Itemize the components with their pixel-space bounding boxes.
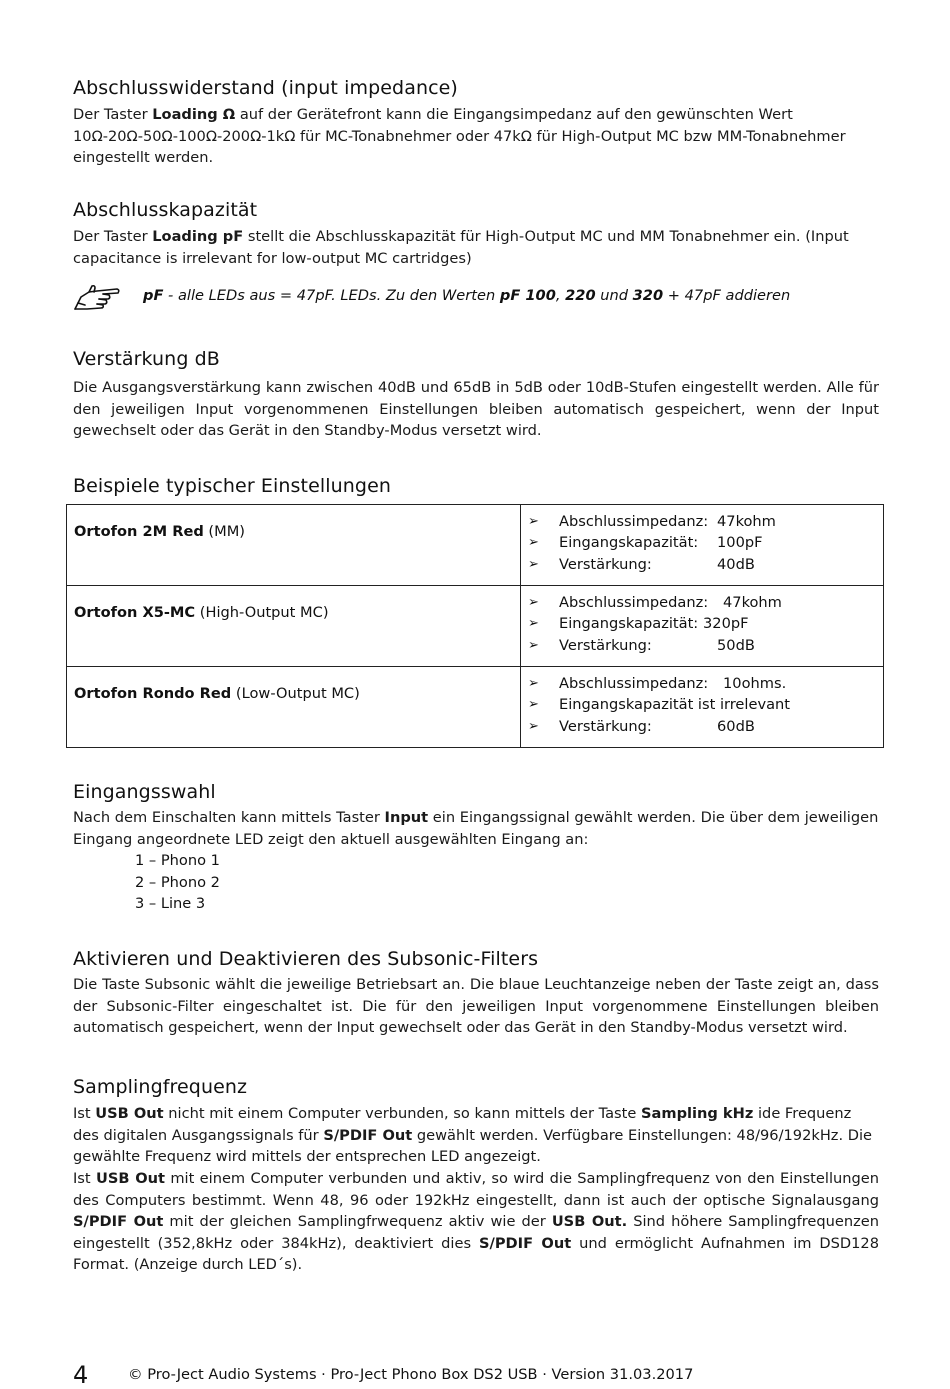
hint-bold: pF 100 [499, 287, 556, 304]
heading-input-select: Eingangsswahl [73, 781, 216, 803]
button-name: Input [384, 809, 429, 826]
text-run: nicht mit einem Computer verbunden, so kann mittels der Taste [163, 1105, 641, 1122]
cartridge-type: (MM) [203, 523, 246, 540]
text-run: und ermöglicht Aufnahmen im DSD128 Format. (Anzeige durch LED´s). [73, 1234, 880, 1273]
page-footer [73, 1361, 879, 1389]
text-run: ein Eingangssignal gewählt werden. Die über dem jeweiligen Eingang angeordnete LED zeigt den aktuell ausgewählten Eingang an: [73, 809, 879, 848]
list-item [559, 554, 883, 575]
hint-run: und [595, 287, 633, 304]
pointing-hand-icon [73, 282, 121, 312]
setting-key: Eingangskapazität: [559, 615, 699, 633]
text-run: Der Taster [73, 228, 153, 245]
setting-key: Abschlussimpedanz: [559, 594, 709, 611]
text-run: Der Taster [73, 106, 153, 123]
text-run: auf der Gerätefront kann die Eingangsimpedanz auf den gewünschten Wert 10Ω-20Ω-50Ω-100Ω-200Ω-1kΩ für MC-Tonabnehmer oder 47kΩ für High-Output MC bzw MM-Tonabnehmer eingestellt werden. [73, 106, 846, 166]
list-item [559, 716, 883, 737]
setting-value: 50dB [717, 636, 755, 654]
cartridge-type: (Low-Output MC) [231, 685, 360, 702]
heading-sampling: Samplingfrequenz [73, 1076, 248, 1098]
text-run: stellt die Abschlusskapazität für High-Output MC und MM Tonabnehmer ein. (Input capacitance is irrelevant for low-output MC cartridges) [73, 228, 849, 267]
setting-value: 10ohms. [723, 675, 787, 692]
button-name: Loading Ω [152, 106, 236, 123]
setting-value: 100pF [717, 534, 763, 552]
list-item: 1 – Phono 1 [135, 852, 220, 869]
setting-key: Eingangskapazität: [559, 534, 699, 552]
term: S/PDIF Out [73, 1213, 164, 1230]
list-item [559, 673, 883, 694]
term: Sampling kHz [641, 1105, 754, 1122]
paragraph-sampling-1 [73, 1103, 879, 1168]
settings-list [559, 511, 883, 575]
paragraph-capacitance [73, 226, 879, 269]
cartridge-cell [67, 586, 521, 667]
setting-value: 60dB [717, 717, 755, 735]
text-run: Sind höhere Samplingfrequenzen eingestellt (352,8kHz oder 384kHz), deaktiviert dies [73, 1213, 880, 1252]
setting-key: Verstärkung: [559, 636, 652, 654]
cartridge-name: Ortofon Rondo Red [74, 685, 232, 702]
term: S/PDIF Out [479, 1234, 572, 1252]
heading-capacitance: Abschlusskapazität [73, 199, 258, 221]
hint-bold: 320 [632, 287, 664, 304]
cartridge-name: Ortofon 2M Red [74, 523, 204, 540]
paragraph-sampling-2 [73, 1168, 879, 1276]
list-item [559, 592, 883, 613]
hint-bold: pF [143, 287, 164, 304]
heading-gain: Verstärkung dB [73, 348, 220, 370]
setting-value: 320pF [703, 615, 749, 633]
settings-cell [521, 667, 884, 748]
hint-note [73, 280, 879, 314]
settings-cell [521, 505, 884, 586]
text-run: mit der gleichen Samplingfrwequenz aktiv wie der [163, 1213, 552, 1230]
heading-examples: Beispiele typischer Einstellungen [73, 475, 391, 497]
list-item [559, 511, 883, 532]
table-row [67, 586, 884, 667]
text-run: gewählt werden. Verfügbare Einstellungen: 48/96/192kHz. Die gewählte Frequenz wird mittels der entsprechen LED angezeigt. [73, 1126, 872, 1165]
text-run: Ist [73, 1105, 96, 1122]
list-item [559, 635, 883, 656]
term: S/PDIF Out [323, 1126, 413, 1144]
setting-key: Verstärkung: [559, 555, 652, 573]
paragraph-subsonic: Die Taste Subsonic wählt die jeweilige Betriebsart an. Die blaue Leuchtanzeige neben der Taste zeigt an, dass der Subsonic-Filter eingeschaltet ist. Die für den jeweiligen Input vorgenommene Einstellungen bleiben automatisch gespeichert, wenn der Input gewechselt oder das Gerät in den Standby-Modus versetzt wird. [73, 976, 879, 1036]
settings-cell [521, 586, 884, 667]
heading-subsonic: Aktivieren und Deaktivieren des Subsonic-Filters [73, 948, 539, 970]
list-item [559, 613, 883, 634]
paragraph-gain: Die Ausgangsverstärkung kann zwischen 40dB und 65dB in 5dB oder 10dB-Stufen eingestellt werden. Alle für den jeweiligen Input vorgenommenen Einstellungen bleiben automatisch gespeichert, wenn der Input gewechselt oder das Gerät in den Standby-Modus versetzt wird. [73, 379, 879, 439]
paragraph-input-select [73, 807, 879, 850]
setting-key: Eingangskapazität ist irrelevant [559, 696, 790, 714]
setting-key: Abschlussimpedanz: [559, 675, 709, 692]
hint-run: - alle LEDs aus = 47pF. LEDs. Zu den Werten [163, 287, 500, 304]
hint-text [143, 286, 790, 306]
list-item: 3 – Line 3 [135, 895, 206, 912]
list-item [559, 532, 883, 553]
button-name: Loading pF [152, 228, 244, 245]
setting-value: 47kohm [723, 594, 782, 611]
cartridge-cell [67, 505, 521, 586]
cartridge-type: (High-Output MC) [195, 604, 329, 621]
cartridge-name: Ortofon X5-MC [74, 604, 196, 621]
settings-list [559, 673, 883, 737]
setting-value: 40dB [717, 555, 755, 573]
copyright-line: © Pro-Ject Audio Systems · Pro-Ject Phono Box DS2 USB · Version 31.03.2017 [128, 1366, 694, 1383]
text-run: Nach dem Einschalten kann mittels Taster [73, 809, 385, 826]
paragraph-input-impedance [73, 104, 879, 169]
term: USB Out [95, 1105, 164, 1122]
page-number: 4 [73, 1361, 89, 1389]
list-item [559, 694, 883, 715]
term: USB Out [95, 1170, 165, 1187]
hint-run: + 47pF addieren [663, 287, 791, 304]
text-run: ide Frequenz des digitalen Ausgangssignals für [73, 1105, 852, 1144]
settings-table [66, 504, 884, 748]
setting-key: Abschlussimpedanz: [559, 513, 709, 530]
settings-list [559, 592, 883, 656]
text-run: Ist [73, 1170, 96, 1187]
table-row [67, 667, 884, 748]
cartridge-cell [67, 667, 521, 748]
table-row [67, 505, 884, 586]
hint-bold: 220 [565, 287, 596, 304]
list-item: 2 – Phono 2 [135, 873, 220, 891]
input-list [135, 850, 220, 915]
text-run: mit einem Computer verbunden und aktiv, so wird die Samplingfrequenz von den Einstellungen des Computers bestimmt. Wenn 48, 96 oder 192kHz eingestellt, dann ist auch der optische Signalausgang [73, 1170, 879, 1209]
setting-key: Verstärkung: [559, 717, 652, 735]
term: USB Out. [551, 1213, 628, 1230]
heading-input-impedance: Abschlusswiderstand (input impedance) [73, 77, 458, 99]
hint-run: , [555, 287, 566, 304]
setting-value: 47kohm [717, 513, 776, 530]
